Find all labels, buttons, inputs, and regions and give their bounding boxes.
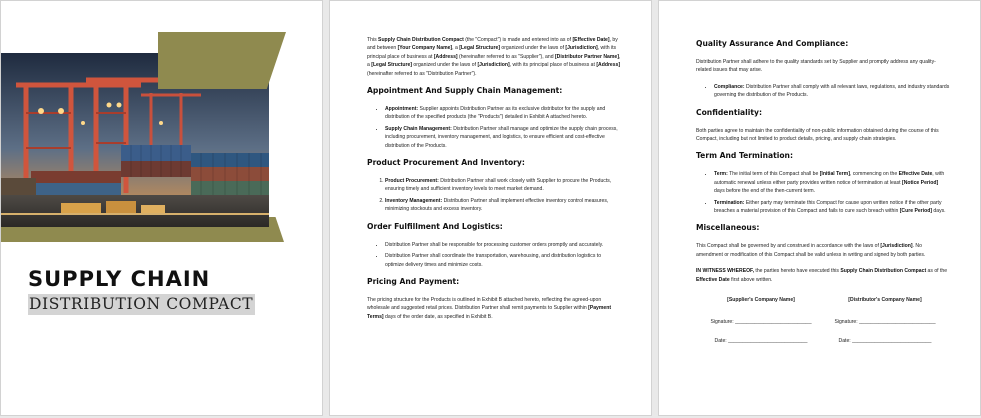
section-heading: Order Fulfillment And Logistics: (367, 221, 503, 231)
quality-paragraph: Distribution Partner shall adhere to the quality standards set by Supplier and promptly address any quality-related issues that may arise. (696, 59, 936, 74)
term-list (696, 170, 950, 215)
list-item: 2. Inventory Management: Distribution Partner shall implement effective inventory control measures, minimizing stockouts and excess inventory. (385, 197, 621, 214)
page-content (696, 39, 950, 356)
fulfillment-list (367, 241, 621, 269)
page-content (367, 36, 621, 329)
compliance-list (696, 83, 950, 100)
signature-block (696, 296, 950, 356)
witness-paragraph: IN WITNESS WHEREOF, the parties hereto have executed this Supply Chain Distribution Compact as of the Effective Date first above written. (696, 268, 948, 283)
list-item: • Supply Chain Management: Distribution Partner shall manage and optimize the supply chain process, including procurement, inventory management, and logistics, to ensure efficient and cost-effective distribution of the Products. (385, 125, 621, 150)
signature-line: Signature: ___________________________ (834, 318, 936, 325)
appointment-list (367, 105, 621, 150)
supplier-signature (706, 296, 816, 356)
intro-paragraph: This Supply Chain Distribution Compact (the "Compact") is made and entered into as of [Effective Date], by and between [Your Company Name], a [Legal Structure] organized under the laws of [Jurisdiction], with its principal place of business at [Address] (hereinafter referred to as "Supplier"), and [Distributor Partner Name], a [Legal Structure] organized under the laws of [Jurisdiction], with its principal place of business at [Address] (hereinafter referred to as "Distribution Partner"). (367, 37, 621, 77)
cover-title: SUPPLY CHAIN (28, 267, 211, 291)
cover-page (0, 0, 323, 416)
agreement-page-2 (658, 0, 981, 416)
list-item: • Distribution Partner shall be responsible for processing customer orders promptly and accurately. (385, 241, 621, 249)
list-item: • Termination: Either party may terminate this Compact for cause upon written notice if the other party breaches a material provision of this Compact and fails to cure such breach within [Cure Period] days. (714, 199, 950, 216)
party-name: [Distributor's Company Name] (848, 297, 922, 304)
section-heading: Product Procurement And Inventory: (367, 158, 525, 168)
pricing-paragraph: The pricing structure for the Products is outlined in Exhibit B attached hereto, reflecting the agreed-upon wholesale and suggested retail prices. Distribution Partner shall remit payments to Supplier within [Payment Terms] days of the order date, as specified in Exhibit B. (367, 296, 612, 320)
party-name: [Supplier's Company Name] (727, 297, 795, 304)
list-item: 1. Product Procurement: Distribution Partner shall work closely with Supplier to procure the Products, ensuring timely and sufficient inventory levels to meet market demand. (385, 177, 621, 194)
olive-accent-block (158, 32, 286, 89)
cover-subtitle: DISTRIBUTION COMPACT (29, 295, 254, 313)
list-item: • Distribution Partner shall coordinate the transportation, warehousing, and distribution logistics to optimize delivery times and minimize costs. (385, 252, 621, 269)
list-item: • Compliance: Distribution Partner shall comply with all relevant laws, regulations, and industry standards governing the distribution of the Products. (714, 83, 950, 100)
section-heading: Term And Termination: (696, 151, 793, 161)
section-heading: Quality Assurance And Compliance: (696, 39, 849, 48)
section-heading: Miscellaneous: (696, 223, 760, 233)
date-line: Date: ____________________________ (838, 337, 932, 344)
distributor-signature (830, 296, 940, 356)
section-heading: Pricing And Payment: (367, 276, 460, 286)
date-line: Date: ____________________________ (714, 337, 808, 344)
section-heading: Confidentiality: (696, 107, 762, 117)
section-heading: Appointment And Supply Chain Management: (367, 86, 563, 96)
list-item: • Term: The initial term of this Compact shall be [Initial Term], commencing on the Effective Date, with automatic renewal unless either party provides written notice of termination at least [Notice Period] days before the end of the then-current term. (714, 170, 950, 195)
signature-line: Signature: ___________________________ (710, 318, 812, 325)
agreement-page-1 (329, 0, 652, 416)
confidentiality-paragraph: Both parties agree to maintain the confidentiality of non-public information obtained during the course of this Compact, including but not limited to product details, pricing, and supply chain strategies. (696, 127, 939, 143)
procurement-list (367, 177, 621, 214)
governing-law-paragraph: This Compact shall be governed by and construed in accordance with the laws of [Jurisdiction]. No amendment or modification of this Compact shall be valid unless in writing and signed by both parties. (696, 243, 926, 258)
list-item: • Appointment: Supplier appoints Distribution Partner as its exclusive distributor for the supply and distribution of the specified products (the "Products") detailed in Exhibit A attached hereto. (385, 105, 621, 122)
